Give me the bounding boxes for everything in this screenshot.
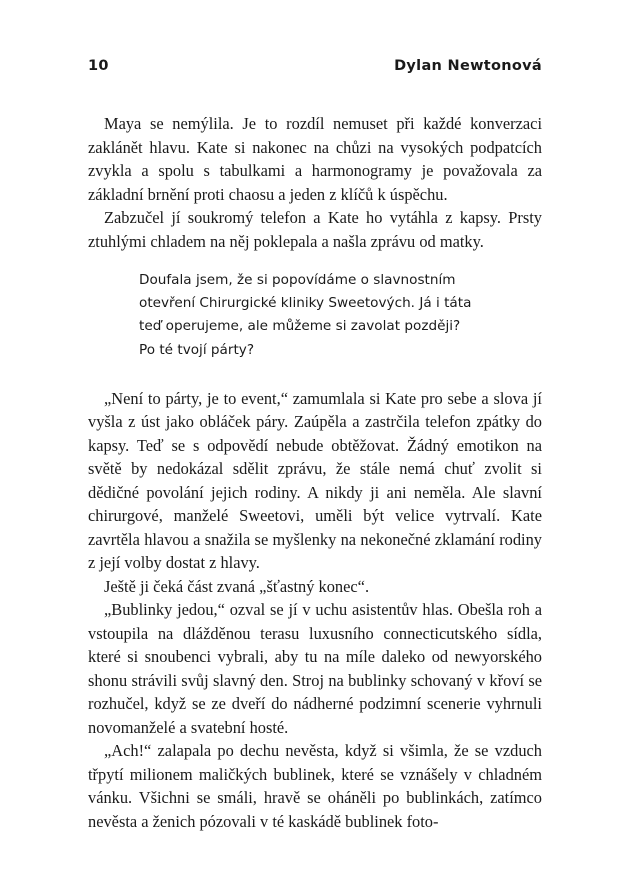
- message-line: otevření Chirurgické kliniky Sweetových. Já i táta: [139, 295, 472, 312]
- message-line: Po té tvojí párty?: [139, 341, 255, 358]
- paragraph: „Bublinky jedou,“ ozval se jí v uchu asistentův hlas. Obešla roh a vstoupila na dlážděnou terasu luxusního connecticutského sídla, které si snoubenci vybrali, aby tu na míle daleko od newyorského shonu strávili svůj slavný den. Stroj na bublinky schovaný v křoví se rozhučel, když se ze dveří do nádherné podzimní scenerie vyhrnuli novomanželé a svatební hosté.: [88, 600, 542, 737]
- paragraph: Zabzučel jí soukromý telefon a Kate ho vytáhla z kapsy. Prsty ztuhlými chladem na něj poklepala a našla zprávu od matky.: [88, 208, 542, 251]
- author-name: Dylan Newtonová: [394, 58, 542, 74]
- paragraph: „Ach!“ zalapala po dechu nevěsta, když si všimla, že se vzduch třpytí milionem maličkých bublinek, které se vznášely v chladném vánku. Všichni se smáli, hravě se oháněli po bublinkách, zatímco nevěsta a ženich pózovali v té kaskádě bublinek foto-: [88, 741, 542, 831]
- paragraph: Maya se nemýlila. Je to rozdíl nemuset při každé konverzaci zaklánět hlavu. Kate si nakonec na chůzi na vysokých podpatcích zvykla a spolu s tabulkami a harmonogramy je považovala za základní brnění proti chaosu a jeden z klíčů k úspěchu.: [88, 114, 542, 204]
- message-line: Doufala jsem, že si popovídáme o slavnostním: [139, 272, 456, 288]
- running-header: [88, 58, 542, 82]
- message-line: teď operujeme, ale můžeme si zavolat později?: [139, 318, 461, 335]
- page-number: 10: [88, 58, 109, 74]
- body-text: [88, 112, 542, 833]
- paragraph: Ještě ji čeká část zvaná „šťastný konec“.: [104, 576, 370, 596]
- text-message: [139, 269, 542, 362]
- paragraph: „Není to párty, je to event,“ zamumlala si Kate pro sebe a slova jí vyšla z úst jako obláček páry. Zaúpěla a zastrčila telefon zpátky do kapsy. Teď se s odpovědí nebude obtěžovat. Žádný emotikon na světě by nedokázal sdělit zprávu, že stále nemá chuť zvolit si dědičné povolání jejich rodiny. A nikdy ji ani neměla. Ale slavní chirurgové, manželé Sweetovi, uměli být velice vytrvalí. Kate zavrtěla hlavou a snažila se myšlenky na nekonečné zklamání rodiny z její volby dostat z hlavy.: [88, 388, 542, 573]
